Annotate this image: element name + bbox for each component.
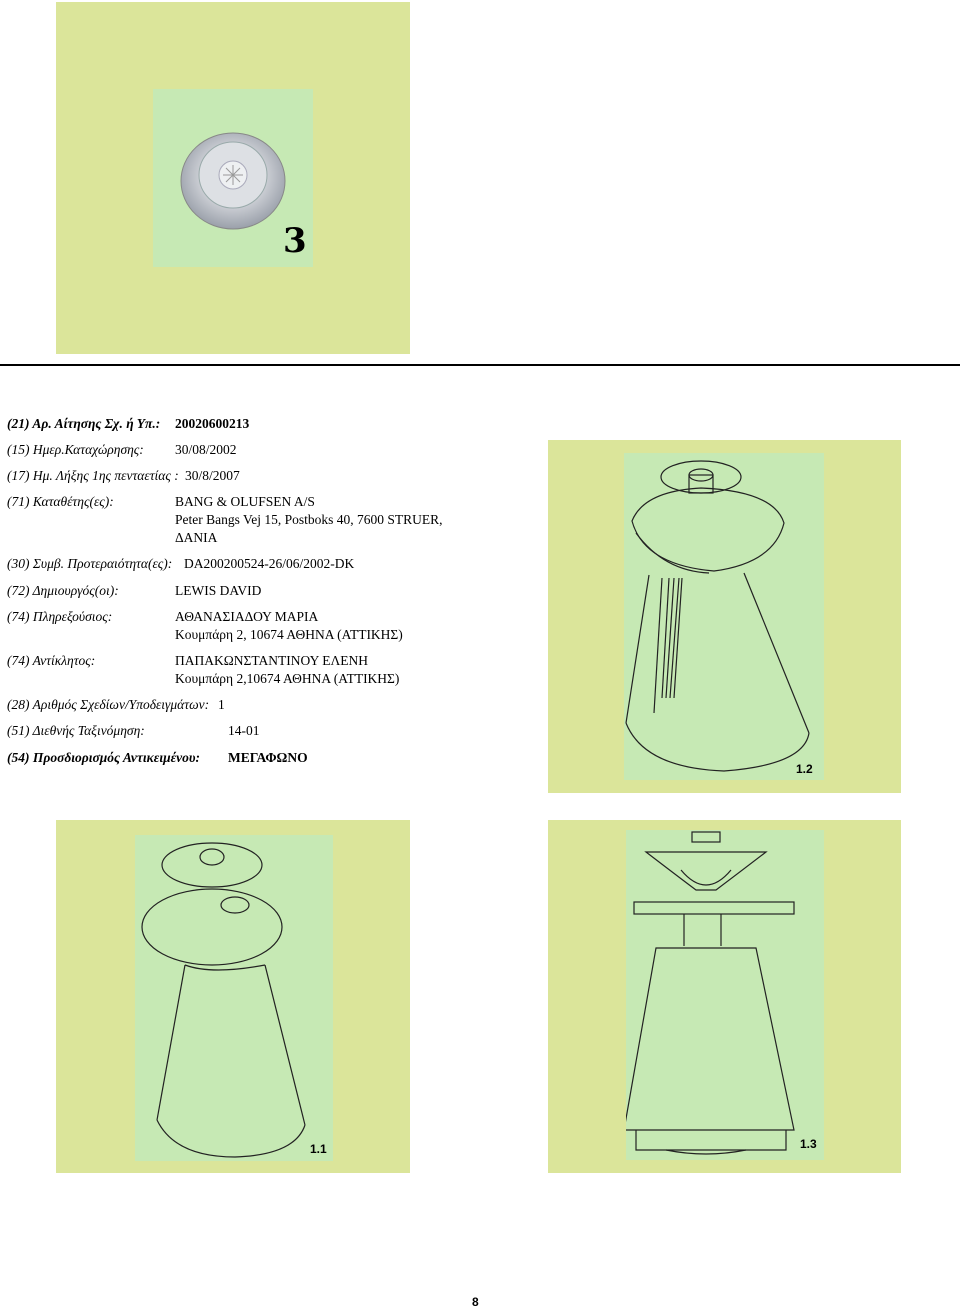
agent-label: (74) Πληρεξούσιος: (7, 609, 113, 624)
application-number-value: 20020600213 (175, 416, 250, 431)
classification-value: 14-01 (228, 723, 260, 738)
speaker-drawing-1-2 (624, 453, 824, 780)
applicant-name: BANG & OLUFSEN A/S (175, 494, 315, 509)
agent-name: ΑΘΑΝΑΣΙΑΔΟΥ ΜΑΡΙΑ (175, 609, 319, 624)
registration-date-value: 30/08/2002 (175, 442, 237, 457)
creator-value: LEWIS DAVID (175, 583, 262, 598)
application-number-label: (21) Αρ. Αίτησης Σχ. ή Υπ.: (7, 416, 161, 431)
classification-label: (51) Διεθνής Ταξινόμηση: (7, 723, 145, 738)
priority-value: DA200200524-26/06/2002-DK (184, 556, 355, 571)
figure-1-2-label: 1.2 (796, 762, 813, 776)
applicant-label: (71) Καταθέτης(ες): (7, 494, 114, 509)
registration-date-label: (15) Ημερ.Καταχώρησης: (7, 442, 144, 457)
expiry-value: 30/8/2007 (185, 468, 240, 483)
drawings-label: (28) Αριθμός Σχεδίων/Υποδειγμάτων: (7, 697, 210, 712)
figure-1-3-label: 1.3 (800, 1137, 817, 1151)
priority-label: (30) Συμβ. Προτεραιότητα(ες): (7, 556, 173, 571)
creator-label: (72) Δημιουργός(οι): (7, 583, 119, 598)
figure-1-3-drawing (626, 830, 824, 1160)
product-value: ΜΕΓΑΦΩΝΟ (228, 750, 308, 765)
product-label: (54) Προσδιορισμός Αντικειμένου: (7, 750, 200, 765)
representative-label: (74) Αντίκλητος: (7, 653, 96, 668)
product-photo (153, 89, 313, 267)
page-number: 8 (472, 1295, 479, 1309)
speaker-drawing-1-1 (135, 835, 333, 1161)
figure-1-1-label: 1.1 (310, 1142, 327, 1156)
representative-address: Κουμπάρη 2,10674 ΑΘΗΝΑ (ΑΤΤΙΚΗΣ) (175, 671, 400, 686)
representative-name: ΠΑΠΑΚΩΝΣΤΑΝΤΙΝΟΥ ΕΛΕΝΗ (175, 653, 369, 668)
applicant-address-line1: Peter Bangs Vej 15, Postboks 40, 7600 STRUER, (175, 512, 443, 527)
photo-number: 3 (283, 221, 307, 261)
applicant-address-line2: ΔΑΝΙΑ (175, 530, 218, 545)
application-number-row (7, 416, 160, 432)
speaker-drawing-1-3 (626, 830, 824, 1160)
agent-address: Κουμπάρη 2, 10674 ΑΘΗΝΑ (ΑΤΤΙΚΗΣ) (175, 627, 403, 642)
figure-1-2-drawing (624, 453, 824, 780)
figure-1-1-drawing (135, 835, 333, 1161)
expiry-label: (17) Ημ. Λήξης 1ης πενταετίας : (7, 468, 179, 483)
separator-line (0, 364, 960, 366)
drawings-value: 1 (218, 697, 225, 712)
